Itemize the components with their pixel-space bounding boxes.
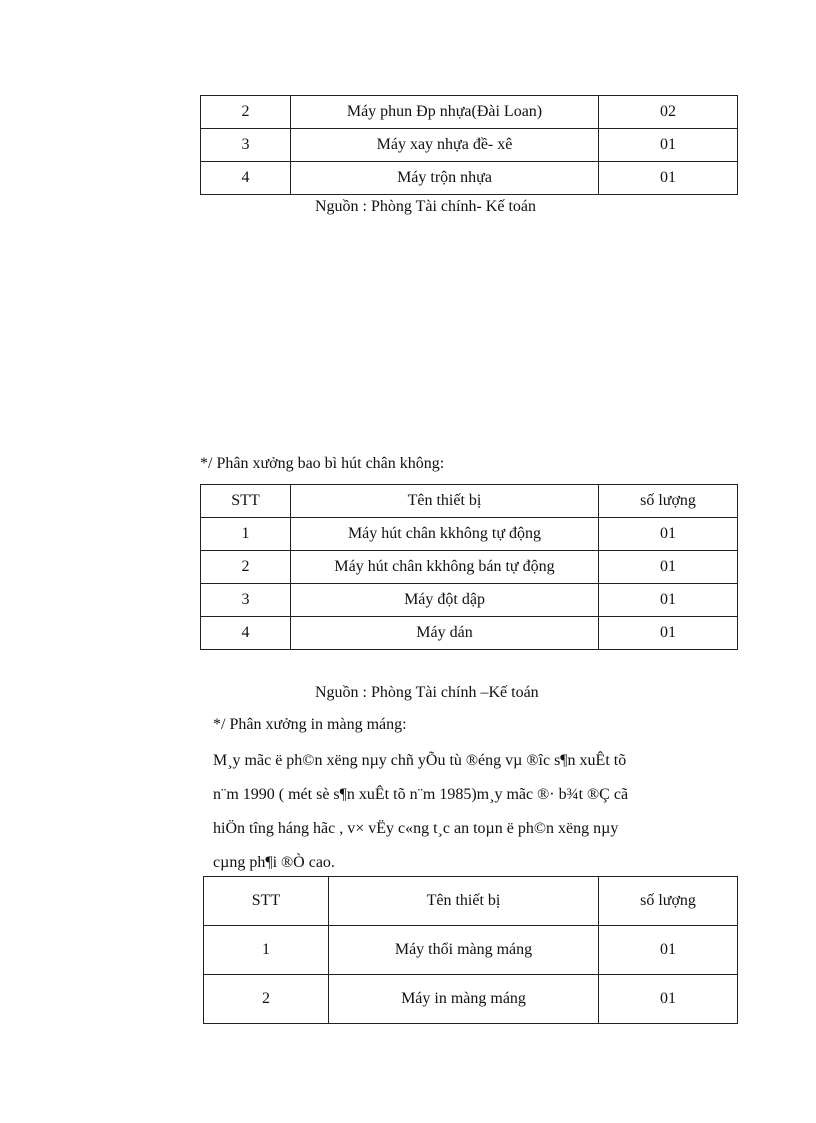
table-row [204, 926, 738, 975]
equipment-table-2 [200, 484, 738, 650]
header-qty: số lượng [599, 485, 738, 518]
name-cell: Máy phun Đp nhựa(Đài Loan) [291, 96, 599, 129]
stt-cell: 2 [201, 551, 291, 584]
qty-cell: 01 [599, 617, 738, 650]
qty-cell: 01 [599, 518, 738, 551]
stt-cell: 1 [201, 518, 291, 551]
stt-cell: 2 [204, 975, 329, 1024]
name-cell: Máy đột dập [291, 584, 599, 617]
qty-cell: 01 [599, 584, 738, 617]
qty-cell: 02 [599, 96, 738, 129]
qty-cell: 01 [599, 975, 738, 1024]
table-header-row [201, 485, 738, 518]
name-cell: Máy trộn nhựa [291, 162, 599, 195]
stt-cell: 1 [204, 926, 329, 975]
table-row [201, 584, 738, 617]
table-row [201, 96, 738, 129]
stt-cell: 2 [201, 96, 291, 129]
header-qty: số lượng [599, 877, 738, 926]
source-note-1: Nguồn : Phòng Tài chính- Kế toán [315, 198, 537, 215]
equipment-table-3 [203, 876, 738, 1024]
qty-cell: 01 [599, 926, 738, 975]
table-row [201, 518, 738, 551]
name-cell: Máy thổi màng máng [329, 926, 599, 975]
header-stt: STT [201, 485, 291, 518]
equipment-table-1 [200, 95, 738, 195]
source-note-2: Nguồn : Phòng Tài chính –Kế toán [315, 684, 539, 701]
name-cell: Máy in màng máng [329, 975, 599, 1024]
name-cell: Máy hút chân kkhông tự động [291, 518, 599, 551]
name-cell: Máy xay nhựa đề- xê [291, 129, 599, 162]
header-stt: STT [204, 877, 329, 926]
paragraph-line: M¸y mãc ë ph©n xëng nµy chñ yÕu tù ®éng vµ ®îc s¶n xuÊt tõ [213, 752, 627, 769]
qty-cell: 01 [599, 129, 738, 162]
paragraph-line: cµng ph¶i ®Ò cao. [213, 854, 335, 871]
stt-cell: 3 [201, 584, 291, 617]
section-heading-printing: */ Phân xưởng in màng máng: [213, 716, 407, 733]
table-header-row [204, 877, 738, 926]
table-row [201, 617, 738, 650]
section-paragraph [213, 744, 733, 880]
qty-cell: 01 [599, 162, 738, 195]
paragraph-line: n¨m 1990 ( mét sè s¶n xuÊt tõ n¨m 1985)m¸y mãc ®· b¾t ®Ç cã [213, 786, 629, 803]
header-name: Tên thiết bị [329, 877, 599, 926]
stt-cell: 4 [201, 617, 291, 650]
qty-cell: 01 [599, 551, 738, 584]
table-row [201, 551, 738, 584]
stt-cell: 3 [201, 129, 291, 162]
paragraph-line: hiÖn tîng háng hãc , v× vËy c«ng t¸c an toµn ë ph©n xëng nµy [213, 820, 619, 837]
name-cell: Máy dán [291, 617, 599, 650]
table-row [204, 975, 738, 1024]
table-row [201, 162, 738, 195]
header-name: Tên thiết bị [291, 485, 599, 518]
name-cell: Máy hút chân kkhông bán tự động [291, 551, 599, 584]
section-heading-vacuum: */ Phân xưởng bao bì hút chân không: [200, 455, 445, 472]
stt-cell: 4 [201, 162, 291, 195]
table-row [201, 129, 738, 162]
